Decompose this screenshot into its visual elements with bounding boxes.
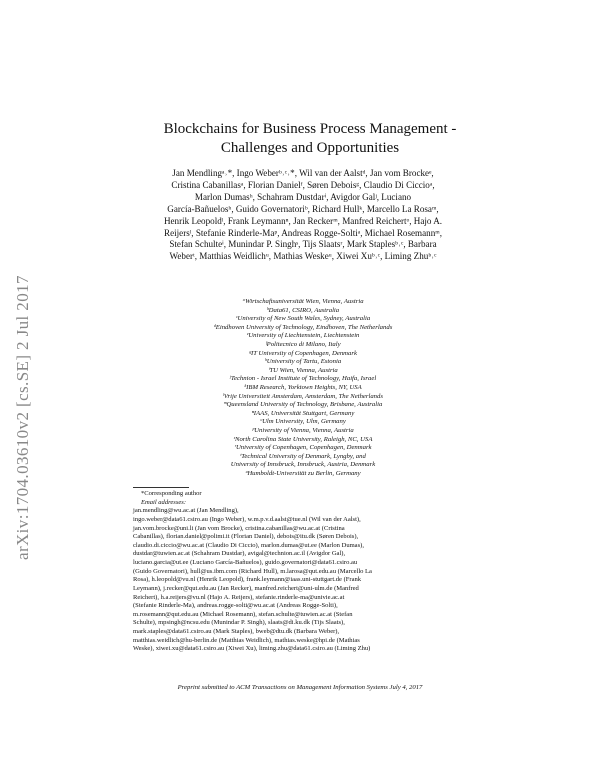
email-line: m.rosemann@qut.edu.au (Michael Rosemann), stefan.schulte@tuwien.ac.at (Stefan	[133, 610, 353, 618]
author-line: Weberᵗ, Matthias Weidlichᵘ, Mathias Weskeᵘ, Xiwei Xuᵇ˒ᶜ, Liming Zhuᵇ˒ᶜ	[169, 251, 437, 262]
email-line: mark.staples@data61.csiro.au (Mark Staples), bweb@dtu.dk (Barbara Weber),	[133, 628, 340, 635]
affiliation-line: ᵐQueensland University of Technology, Brisbane, Australia	[223, 401, 383, 409]
email-line: Schulte), mpsingh@ncsu.edu (Munindar P. Singh), slaats@di.ku.dk (Tijs Slaats),	[133, 619, 345, 627]
affiliation-line: ˢNorth Carolina State University, Raleigh, NC, USA	[233, 435, 373, 443]
email-line: matthias.weidlich@hu-berlin.de (Matthias Weidlich), mathias.weske@hpi.de (Mathias	[133, 636, 360, 644]
preprint-note: Preprint submitted to ACM Transactions on Management Information Systems July 4, 2017	[177, 684, 423, 691]
affiliation-line: ᵉUniversity of Liechtenstein, Liechtenstein	[246, 332, 360, 340]
corresponding-author-note: *Corresponding author	[141, 490, 202, 497]
email-line: jan.vom.brocke@uni.li (Jan vom Brocke), cristina.cabanillas@wu.ac.at (Cristina	[133, 524, 345, 532]
affiliation-line: ᵍIT University of Copenhagen, Denmark	[249, 349, 357, 357]
affiliation-line: ᵃWirtschaftsuniversität Wien, Vienna, Austria	[242, 298, 364, 305]
affiliation-line: ᵘHumboldt-Universität zu Berlin, Germany	[245, 469, 361, 477]
email-line: ingo.weber@data61.csiro.au (Ingo Weber), w.m.p.v.d.aalst@tue.nl (Wil van der Aalst),	[133, 515, 361, 523]
author-line: Henrik Leopoldˡ, Frank Leymannⁿ, Jan Reckerᵐ, Manfred Reichertᵒ, Hajo A.	[163, 215, 443, 226]
email-line: (Guido Governatori), hull@us.ibm.com (Richard Hull), m.larosa@qut.edu.au (Marcello La	[133, 567, 372, 575]
email-line: claudio.di.ciccio@wu.ac.at (Claudio Di Ciccio), marlon.dumas@ut.ee (Marlon Dumas),	[133, 541, 364, 549]
email-line: Cabanillas), florian.daniel@polimi.it (Florian Daniel), debois@itu.dk (Søren Debois),	[133, 533, 359, 541]
email-line: luciano.garcia@ut.ee (Luciano García-Bañuelos), guido.governatori@data61.csiro.au	[133, 559, 358, 566]
affiliation-list	[133, 298, 473, 478]
author-line: Stefan Schulteⁱ, Munindar P. Singhˢ, Tijs Slaatsʳ, Mark Staplesᵇ˒ᶜ, Barbara	[169, 239, 437, 250]
affiliation-line: ᶜUniversity of New South Wales, Sydney, Australia	[235, 315, 371, 323]
affiliation-line: ʳUniversity of Copenhagen, Copenhagen, Denmark	[234, 444, 372, 452]
affiliation-line: ᵗTechnical University of Denmark, Lyngby, and	[240, 452, 366, 460]
email-line: Weske), xiwei.xu@data61.csiro.au (Xiwei Xu), liming.zhu@data61.csiro.au (Liming Zhu)	[133, 645, 371, 653]
affiliation-line: ᵏIBM Research, Yorktown Heights, NY, USA	[244, 383, 362, 391]
affiliation-line: ⁱTU Wien, Vienna, Austria	[268, 366, 338, 374]
title-line: Challenges and Opportunities	[220, 140, 400, 156]
email-line: Leymann), j.recker@qut.edu.au (Jan Recker), manfred.reichert@uni-ulm.de (Manfred	[133, 584, 359, 592]
affiliation-line: ᵖUniversity of Vienna, Vienna, Austria	[252, 426, 354, 434]
arxiv-identifier-stamp: arXiv:1704.03610v2 [cs.SE] 2 Jul 2017	[13, 275, 32, 560]
affiliation-line: ᵒUlm University, Ulm, Germany	[260, 418, 346, 426]
title-line: Blockchains for Business Process Management -	[163, 121, 457, 137]
author-line: Reijersˡ, Stefanie Rinderle-Maᵖ, Andreas Rogge-Soltiᵃ, Michael Rosemannᵐ,	[164, 227, 442, 238]
email-line: (Stefanie Rinderle-Ma), andreas.rogge-solti@wu.ac.at (Andreas Rogge-Solti),	[133, 602, 338, 610]
affiliation-line: University of Innsbruck, Innsbruck, Austria, Denmark	[230, 461, 376, 469]
paper-title	[120, 120, 500, 158]
affiliation-line: ᵈEindhoven University of Technology, Eindhoven, The Netherlands	[213, 323, 393, 331]
email-line: dustdar@tuwien.ac.at (Schahram Dustdar), avigal@technion.ac.il (Avigdor Gal),	[133, 550, 346, 558]
footnote-block	[133, 490, 467, 654]
affiliation-line: ᵇData61, CSIRO, Australia	[266, 306, 340, 314]
author-line: Marlon Dumasʰ, Schahram Dustdarⁱ, Avigdor Galʲ, Luciano	[194, 191, 412, 202]
affiliation-line: ʰUniversity of Tartu, Estonia	[264, 358, 342, 366]
affiliation-line: ⁿIAAS, Universität Stuttgart, Germany	[251, 409, 355, 417]
footnote-divider	[133, 487, 189, 488]
affiliation-line: ᶠPolitecnico di Milano, Italy	[265, 340, 341, 348]
email-line: Rosa), h.leopold@vu.nl (Henrik Leopold), frank.leymann@iaas.uni-stuttgart.de (Frank	[133, 576, 362, 584]
author-list	[133, 168, 473, 263]
author-line: García-Bañuelosʰ, Guido Governatoriᵇ, Richard Hullᵏ, Marcello La Rosaᵐ,	[167, 203, 439, 214]
email-label: Email addresses:	[141, 498, 187, 506]
affiliation-line: ʲTechnion - Israel Institute of Technology, Haifa, Israel	[229, 375, 377, 383]
email-line: jan.mendling@wu.ac.at (Jan Mendling),	[133, 507, 239, 515]
affiliation-line: ˡVrije Universiteit Amsterdam, Amsterdam, The Netherlands	[223, 392, 383, 400]
author-line: Jan Mendlingᵃ˒*, Ingo Weberᵇ˒ᶜ˒*, Wil van der Aalstᵈ, Jan vom Brockeᵉ,	[172, 168, 434, 178]
email-addresses-heading	[133, 499, 467, 508]
email-line: Reichert), h.a.reijers@vu.nl (Hajo A. Reijers), stefanie.rinderle-ma@univie.ac.at	[133, 593, 345, 601]
author-line: Cristina Cabanillasᵃ, Florian Danielᶠ, Søren Deboisᵍ, Claudio Di Ciccioᵃ,	[171, 179, 435, 190]
